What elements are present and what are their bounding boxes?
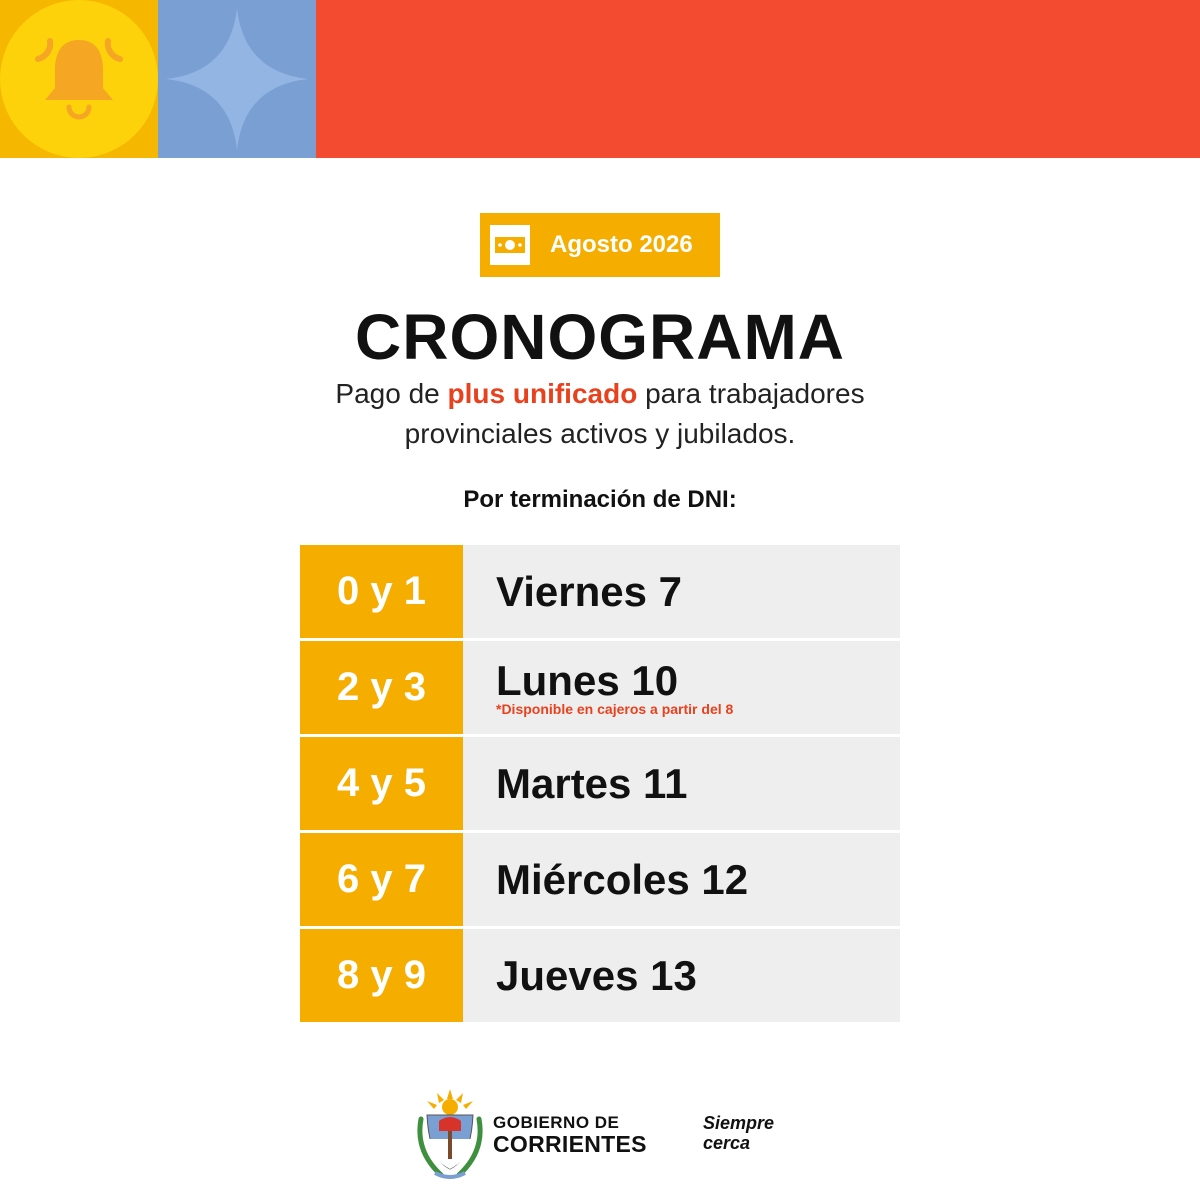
schedule-row — [300, 737, 900, 830]
dni-digits: 4 y 5 — [300, 737, 463, 830]
dni-digits: 6 y 7 — [300, 833, 463, 926]
schedule-row — [300, 545, 900, 638]
subtitle-text-after: para trabajadores provinciales activos y jubilados. — [404, 378, 865, 449]
corrientes-crest-icon — [417, 1089, 483, 1181]
sparkle-icon — [158, 0, 316, 158]
month-label: Agosto 2026 — [550, 231, 693, 258]
gov-name-line1: GOBIERNO DE — [493, 1113, 620, 1132]
day-cell — [463, 737, 900, 830]
schedule-table — [300, 545, 900, 1025]
slogan: Siempre cerca — [703, 1113, 775, 1153]
schedule-row — [300, 929, 900, 1022]
day-cell — [463, 545, 900, 638]
header-banner — [0, 0, 1200, 158]
atm-note: *Disponible en cajeros a partir del 8 — [496, 701, 734, 717]
header-blue-block — [158, 0, 316, 158]
payment-day: Martes 11 — [496, 760, 688, 807]
subtitle-highlight: plus unificado — [447, 378, 638, 409]
schedule-row — [300, 833, 900, 926]
payment-day: Miércoles 12 — [496, 856, 749, 903]
day-cell — [463, 641, 900, 734]
banknote-icon — [490, 225, 530, 265]
gov-name-line2: CORRIENTES — [493, 1131, 647, 1157]
subtitle-text-before: Pago de — [335, 378, 448, 409]
payment-day: Jueves 13 — [496, 952, 697, 999]
payment-day: Lunes 10 — [496, 657, 679, 704]
header-red-block — [316, 0, 1200, 158]
dni-digits: 8 y 9 — [300, 929, 463, 1022]
dni-digits: 0 y 1 — [300, 545, 463, 638]
dni-label: Por terminación de DNI: — [463, 486, 737, 513]
payment-day: Viernes 7 — [496, 568, 683, 615]
bell-icon — [0, 0, 158, 158]
header-yellow-block — [0, 0, 158, 158]
footer — [0, 1085, 1200, 1185]
month-badge — [480, 213, 720, 277]
day-cell — [463, 833, 900, 926]
subtitle — [300, 374, 900, 454]
day-cell — [463, 929, 900, 1022]
dni-digits: 2 y 3 — [300, 641, 463, 734]
schedule-row — [300, 641, 900, 734]
page-title: CRONOGRAMA — [355, 301, 845, 373]
